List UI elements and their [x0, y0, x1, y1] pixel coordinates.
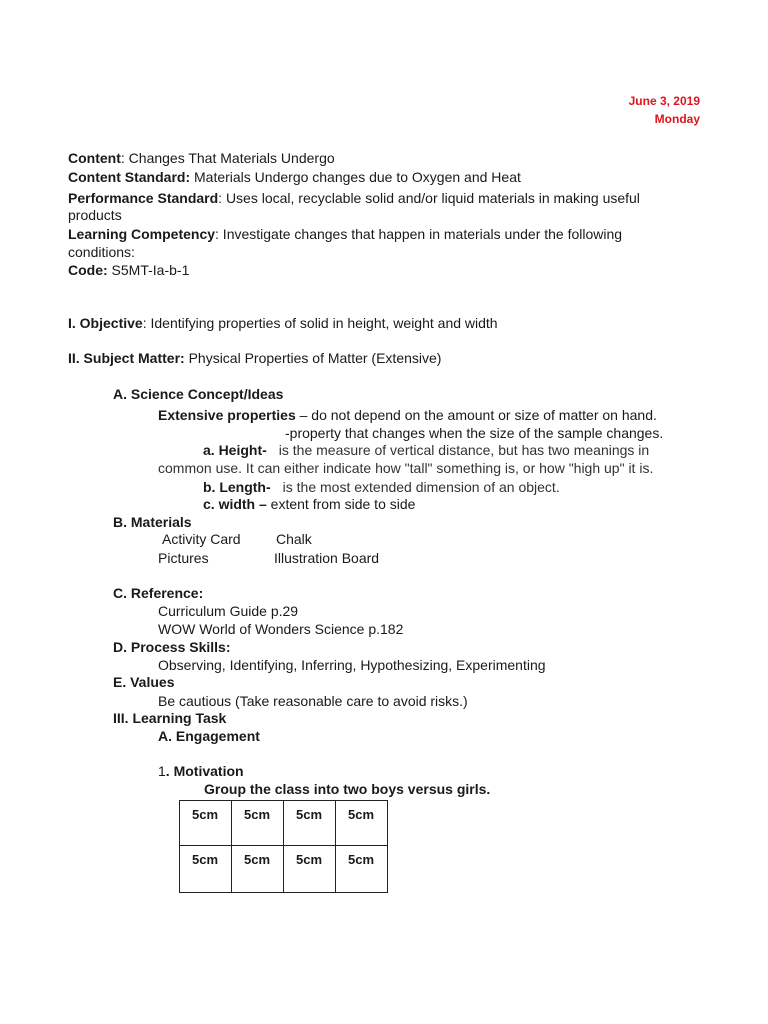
content-standard-line [68, 168, 521, 186]
content-value: : Changes That Materials Undergo [120, 150, 335, 166]
performance-standard-value: : Uses local, recyclable solid and/or liquid materials in making useful [218, 190, 640, 206]
material-item: Activity Card [162, 531, 241, 547]
subject-matter-value: Physical Properties of Matter (Extensive) [184, 350, 442, 366]
objective-value: : Identifying properties of solid in height, weight and width [142, 315, 498, 331]
height-line [203, 441, 649, 459]
motivation-number: 1 [158, 763, 166, 779]
learning-competency-line [68, 225, 622, 243]
learning-competency-label: Learning Competency [68, 226, 216, 242]
height-value: is the measure of vertical distance, but has two meanings in [278, 442, 650, 458]
motivation-instruction: Group the class into two boys versus girls. [204, 781, 491, 797]
table-cell: 5cm [180, 846, 232, 893]
learning-task-heading: III. Learning Task [113, 710, 227, 726]
learning-competency-value: : Investigate changes that happen in materials under the following [215, 226, 623, 242]
subject-matter-line [68, 349, 441, 367]
table-cell: 5cm [336, 846, 388, 893]
performance-standard-continued: products [68, 207, 122, 223]
extensive-properties-continued: -property that changes when the size of the sample changes. [285, 425, 664, 441]
performance-standard-label: Performance Standard [68, 190, 219, 206]
reference-item: Curriculum Guide p.29 [158, 603, 299, 619]
science-concept-heading: A. Science Concept/Ideas [113, 386, 284, 402]
measurement-table [179, 800, 388, 893]
table-cell: 5cm [284, 801, 336, 846]
process-skills-heading: D. Process Skills: [113, 639, 231, 655]
height-continued: common use. It can either indicate how "tall" something is, or how "high up" it is. [158, 460, 654, 476]
code-value: S5MT-Ia-b-1 [107, 262, 190, 278]
materials-heading: B. Materials [113, 514, 192, 530]
reference-item: WOW World of Wonders Science p.182 [158, 621, 404, 637]
table-cell: 5cm [232, 801, 284, 846]
code-line [68, 261, 189, 279]
reference-heading: C. Reference: [113, 585, 204, 601]
process-skills-value: Observing, Identifying, Inferring, Hypothesizing, Experimenting [158, 657, 546, 673]
document-day: Monday [654, 112, 700, 126]
width-value: extent from side to side [266, 496, 416, 512]
document-date: June 3, 2019 [628, 94, 700, 108]
table-row [180, 846, 388, 893]
content-line [68, 149, 335, 167]
material-item: Pictures [158, 550, 209, 566]
width-line [203, 495, 415, 513]
values-value: Be cautious (Take reasonable care to avoid risks.) [158, 693, 468, 709]
length-value: is the most extended dimension of an object. [282, 479, 560, 495]
material-item: Chalk [276, 531, 312, 547]
extensive-properties-label: Extensive properties [158, 407, 296, 423]
table-cell: 5cm [284, 846, 336, 893]
height-label: a. Height- [203, 442, 267, 458]
subject-matter-label: II. Subject Matter: [68, 350, 185, 366]
table-row [180, 801, 388, 846]
table-cell: 5cm [180, 801, 232, 846]
extensive-properties-line [158, 406, 657, 424]
performance-standard-line [68, 189, 640, 207]
engagement-heading: A. Engagement [158, 728, 260, 744]
code-label: Code: [68, 262, 108, 278]
learning-competency-continued: conditions: [68, 244, 135, 260]
table-cell: 5cm [232, 846, 284, 893]
length-line [203, 478, 560, 496]
extensive-properties-value: – do not depend on the amount or size of matter on hand. [295, 407, 657, 423]
content-label: Content [68, 150, 121, 166]
content-standard-value: Materials Undergo changes due to Oxygen and Heat [190, 169, 521, 185]
content-standard-label: Content Standard: [68, 169, 191, 185]
material-item: Illustration Board [274, 550, 380, 566]
values-heading: E. Values [113, 674, 175, 690]
objective-line [68, 314, 498, 332]
width-label: c. width – [203, 496, 267, 512]
motivation-line [158, 762, 244, 780]
table-cell: 5cm [336, 801, 388, 846]
motivation-label: . Motivation [165, 763, 244, 779]
length-label: b. Length- [203, 479, 271, 495]
objective-label: I. Objective [68, 315, 143, 331]
